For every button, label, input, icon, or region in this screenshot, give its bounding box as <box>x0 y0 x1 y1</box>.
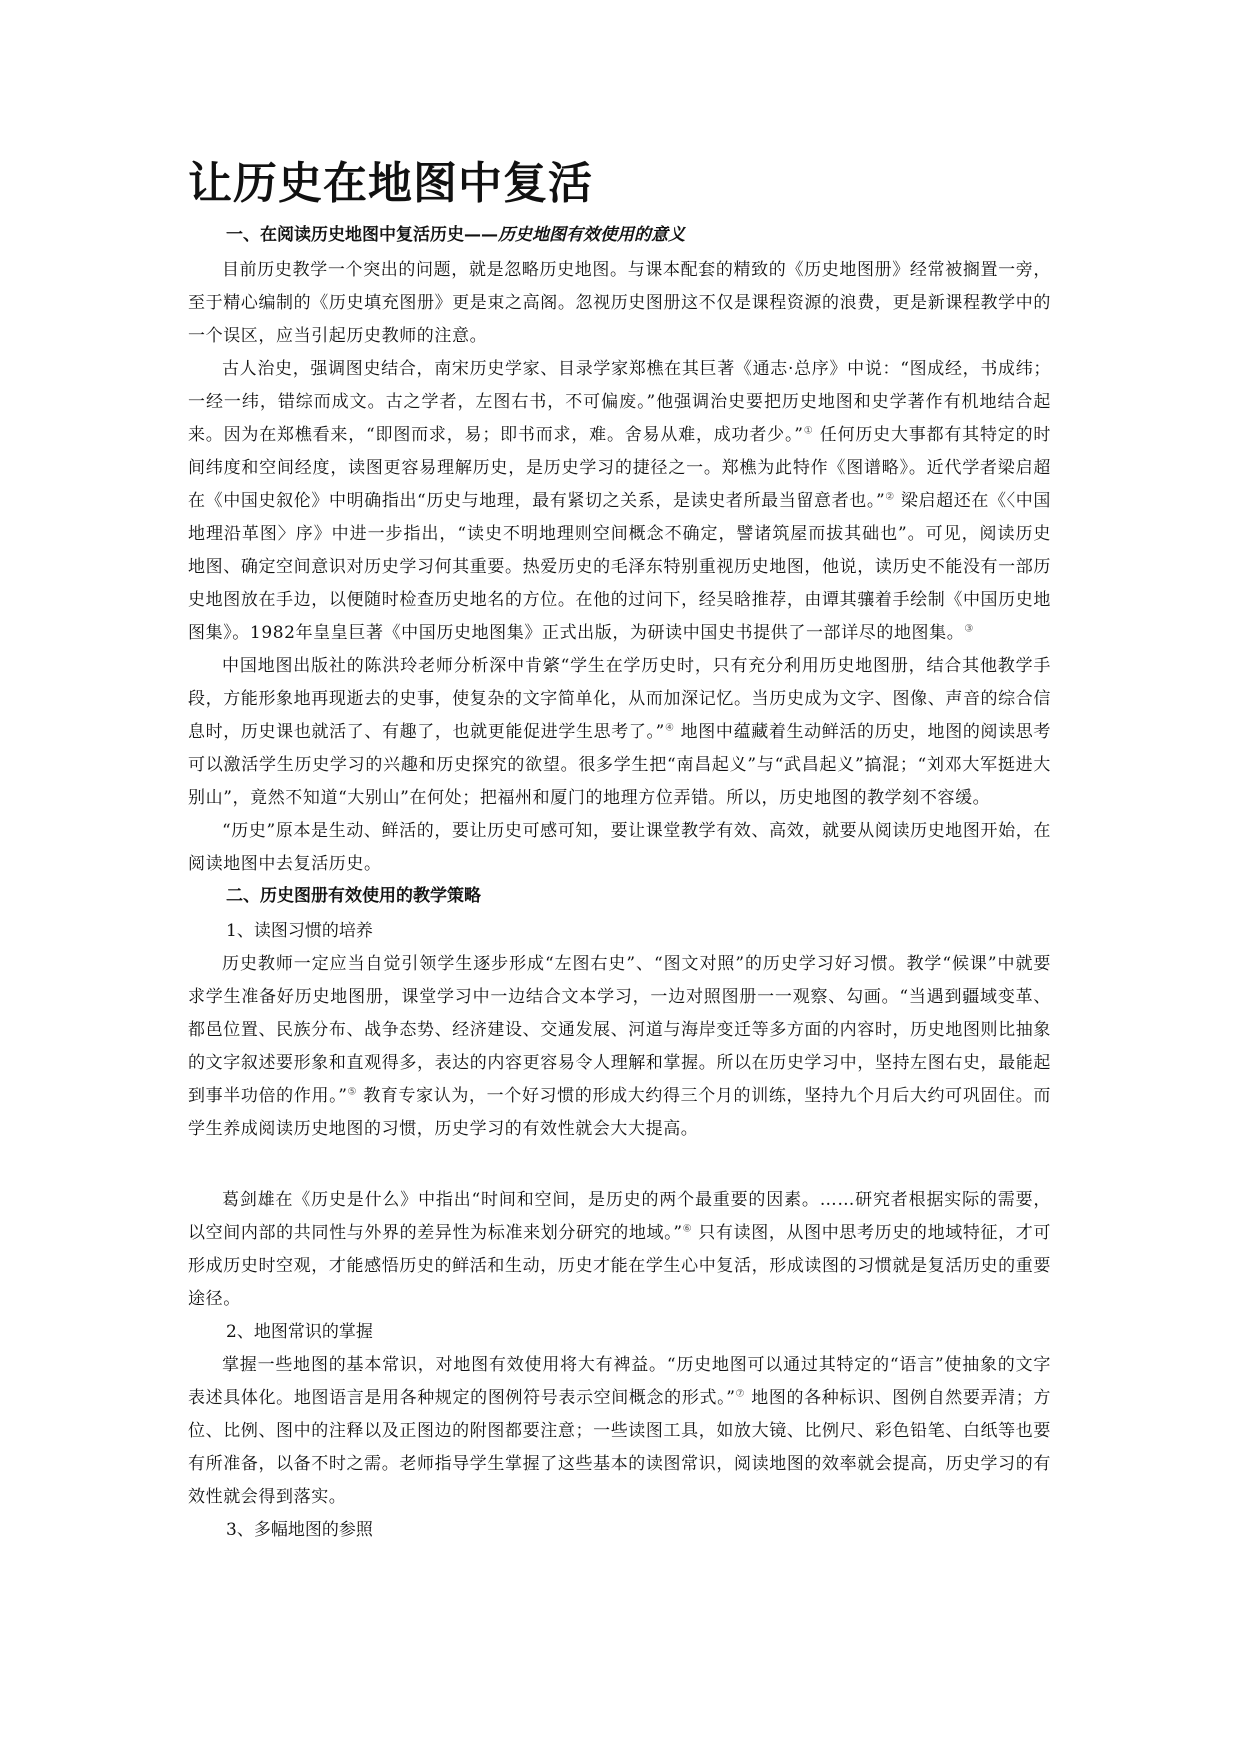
footnote-2: ② <box>885 491 895 503</box>
paragraph-6: 葛剑雄在《历史是什么》中指出“时间和空间，是历史的两个最重要的因素。……研究者根据实际的需要，以空间内部的共同性与外界的差异性为标准来划分研究的地域。”⑥ 只有读图，从图中思考历史的地域特征，才可形成历史时空观，才能感悟历史的鲜活和生动，历史才能在学生心中复活，形成读图的习惯就是复活历史的重要途径。 <box>188 1190 1051 1309</box>
paragraph-3: 中国地图出版社的陈洪玲老师分析深中肯綮“学生在学历史时，只有充分利用历史地图册，结合其他教学手段，方能形象地再现逝去的史事，使复杂的文字简单化，从而加深记忆。当历史成为文字、图像、声音的综合信息时，历史课也就活了、有趣了，也就更能促进学生思考了。”④ 地图中蕴藏着生动鲜活的历史，地图的阅读思考可以激活学生历史学习的兴趣和历史探究的欲望。很多学生把“南昌起义”与“武昌起义”搞混；“刘邓大军挺进大别山”，竟然不知道“大别山”在何处；把福州和厦门的地理方位弄错。所以，历史地图的教学刻不容缓。 <box>188 656 1051 808</box>
footnote-1: ① <box>803 425 814 437</box>
footnote-7: ⑦ <box>735 1388 746 1400</box>
footnote-4: ④ <box>664 722 675 734</box>
footnote-6: ⑥ <box>682 1223 693 1235</box>
section-1-heading-sub: 历史地图有效使用的意义 <box>498 225 685 245</box>
paragraph-4: “历史”原本是生动、鲜活的，要让历史可感可知，要让课堂教学有效、高效，就要从阅读历史地图开始，在阅读地图中去复活历史。 <box>188 821 1051 874</box>
subsection-2-heading: 2、地图常识的掌握 <box>226 1322 373 1342</box>
subsection-3-heading: 3、多幅地图的参照 <box>226 1520 373 1540</box>
footnote-5: ⑤ <box>347 1086 358 1098</box>
paragraph-2: 古人治史，强调图史结合，南宋历史学家、目录学家郑樵在其巨著《通志·总序》中说：“图成经，书成纬；一经一纬，错综而成文。古之学者，左图右书，不可偏废。”他强调治史要把历史地图和史学著作有机地结合起来。因为在郑樵看来，“即图而求，易；即书而求，难。舍易从难，成功者少。”① 任何历史大事都有其特定的时间纬度和空间经度，读图更容易理解历史，是历史学习的捷径之一。郑樵为此特作《图谱略》。近代学者梁启超在《中国史叙伦》中明确指出“历史与地理，最有紧切之关系，是读史者所最当留意者也。”② 梁启超还在《〈中国地理沿革图〉序》中进一步指出，“读史不明地理则空间概念不确定，譬诸筑屋而拔其础也”。可见，阅读历史地图、确定空间意识对历史学习何其重要。热爱历史的毛泽东特别重视历史地图，他说，读历史不能没有一部历史地图放在手边，以便随时检查历史地名的方位。在他的过问下，经吴晗推荐，由谭其骧着手绘制《中国历史地图集》。1982年皇皇巨著《中国历史地图集》正式出版，为研读中国史书提供了一部详尽的地图集。③ <box>188 359 1051 643</box>
section-1-heading-main: 一、在阅读历史地图中复活历史—— <box>226 225 498 245</box>
section-1-heading <box>226 220 1051 250</box>
paragraph-5: 历史教师一定应当自觉引领学生逐步形成“左图右史”、“图文对照”的历史学习好习惯。教学“候课”中就要求学生准备好历史地图册，课堂学习中一边结合文本学习，一边对照图册一一观察、勾画。“当遇到疆域变革、都邑位置、民族分布、战争态势、经济建设、交通发展、河道与海岸变迁等多方面的内容时，历史地图则比抽象的文字叙述要形象和直观得多，表达的内容更容易令人理解和掌握。所以在历史学习中，坚持左图右史，最能起到事半功倍的作用。”⑤ 教育专家认为，一个好习惯的形成大约得三个月的训练，坚持九个月后大约可巩固住。而学生养成阅读历史地图的习惯，历史学习的有效性就会大大提高。 <box>188 954 1051 1139</box>
paragraph-1: 目前历史教学一个突出的问题，就是忽略历史地图。与课本配套的精致的《历史地图册》经常被搁置一旁，至于精心编制的《历史填充图册》更是束之高阁。忽视历史图册这不仅是课程资源的浪费，更是新课程教学中的一个误区，应当引起历史教师的注意。 <box>188 260 1051 346</box>
document-title: 让历史在地图中复活 <box>188 158 593 209</box>
document-body <box>188 220 1051 1547</box>
footnote-3: ③ <box>964 623 974 635</box>
section-2-heading: 二、历史图册有效使用的教学策略 <box>226 886 481 906</box>
paragraph-7: 掌握一些地图的基本常识，对地图有效使用将大有裨益。“历史地图可以通过其特定的“语言”使抽象的文字表述具体化。地图语言是用各种规定的图例符号表示空间概念的形式。”⑦ 地图的各种标识、图例自然要弄清；方位、比例、图中的注释以及正图边的附图都要注意；一些读图工具，如放大镜、比例尺、彩色铅笔、白纸等也要有所准备，以备不时之需。老师指导学生掌握了这些基本的读图常识，阅读地图的效率就会提高，历史学习的有效性就会得到落实。 <box>188 1355 1051 1507</box>
blank-line <box>188 1146 1051 1184</box>
subsection-1-heading: 1、读图习惯的培养 <box>226 921 373 941</box>
